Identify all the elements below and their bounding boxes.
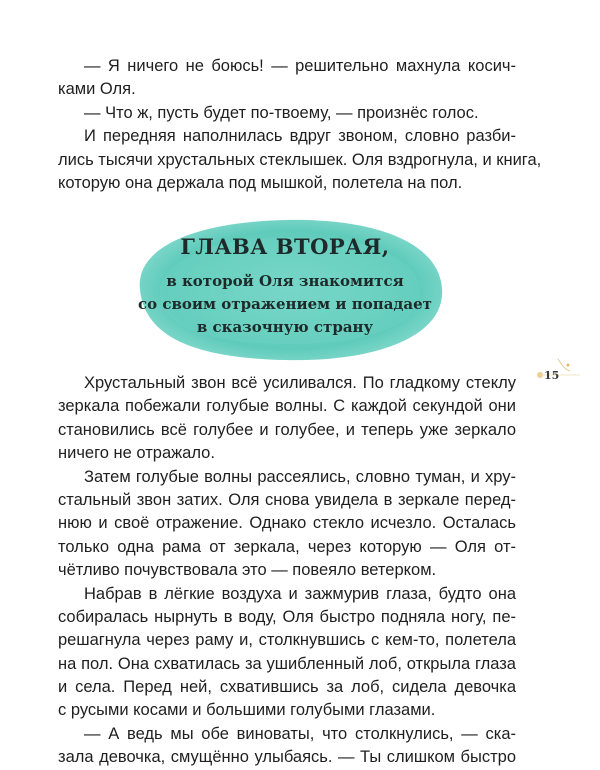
chapter-subtitle-line: в которой Оля знакомится (166, 272, 404, 290)
text-line: И передняя наполнилась вдруг звоном, словно разби- (84, 127, 516, 146)
text-line: с русыми косами и большими голубыми глазами. (58, 701, 436, 720)
text-line: зеркала побежали голубые волны. С каждой секундой они (58, 397, 516, 416)
chapter-title: ГЛАВА ВТОРАЯ, (180, 234, 390, 259)
page-number: 15 (544, 369, 560, 382)
text-line: Затем голубые волны рассеялись, словно туман, и хру- (84, 467, 516, 486)
text-line: ками Оля. (58, 80, 136, 99)
text-line: на пол. Она схватилась за ушибленный лоб, открыла глаза (58, 654, 516, 673)
text-line: становились всё голубее и голубее, и теперь уже зеркало (58, 420, 516, 439)
text-line: лись тысячи хрустальных стеклышек. Оля вздрогнула, и книга, (58, 150, 542, 169)
chapter-subtitle-line: в сказочную страну (196, 318, 374, 336)
sparkle-icon (530, 355, 590, 395)
text-line: — Я ничего не боюсь! — решительно махнула косич- (84, 57, 516, 75)
text-line: — Что ж, пусть будет по-твоему, — произнёс голос. (84, 103, 479, 122)
text-line: стальный звон затих. Оля снова увидела в зеркале перед- (58, 490, 516, 509)
text-line: нюю и своё отражение. Однако стекло исчезло. Осталась (58, 514, 516, 533)
page-number-ornament (530, 355, 590, 395)
chapter-heading (120, 210, 450, 370)
top-paragraphs (58, 55, 542, 195)
text-line: собиралась нырнуть в воду, Оля быстро подняла ногу, пе- (58, 607, 516, 626)
text-line: чётливо почувствовала это — повеяло ветерком. (58, 561, 437, 580)
text-line: которую она держала под мышкой, полетела на пол. (58, 173, 463, 192)
text-line: решагнула через раму и, столкнувшись с кем-то, полетела (58, 631, 516, 650)
body-paragraphs (58, 372, 516, 770)
text-line: и села. Перед ней, схватившись за лоб, сидела девочка (58, 678, 516, 697)
text-line: — А ведь мы обе виноваты, что столкнулись, — ска- (84, 724, 516, 743)
text-line: ничего не отражало. (58, 444, 215, 463)
text-line: зала девочка, смущённо улыбаясь. — Ты слишком быстро (58, 748, 516, 767)
text-line: Набрав в лёгкие воздуха и зажмурив глаза, будто она (84, 584, 516, 603)
chapter-subtitle (120, 270, 450, 339)
chapter-subtitle-line: со своим отражением и попадает (138, 295, 432, 313)
text-line: Хрустальный звон всё усиливался. По гладкому стеклу (84, 374, 516, 392)
text-line: только одна рама от зеркала, через которую — Оля от- (58, 537, 516, 556)
